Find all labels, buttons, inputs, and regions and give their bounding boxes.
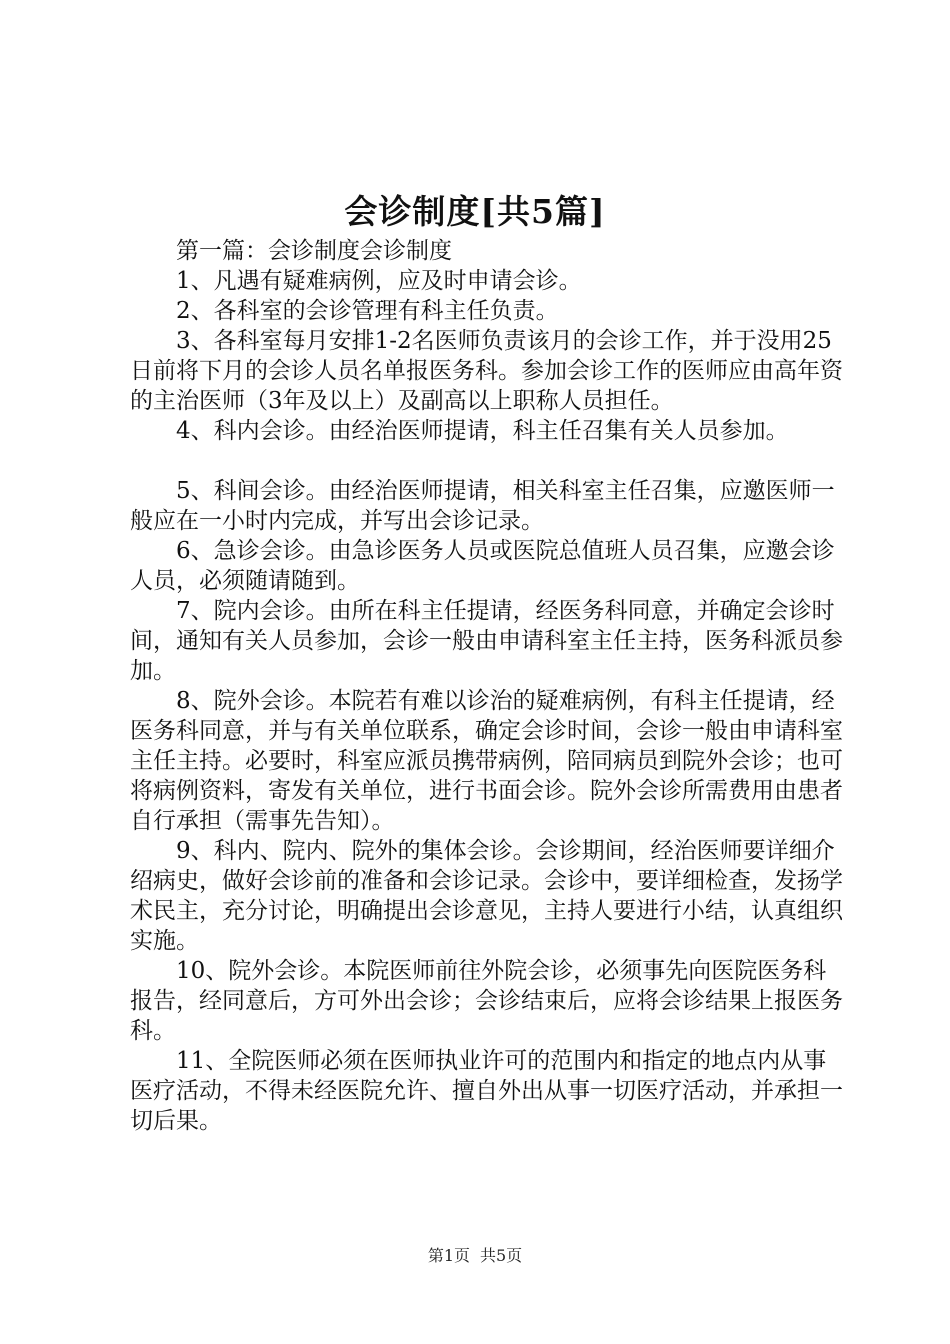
paragraph: 5、科间会诊。由经治医师提请，相关科室主任召集，应邀医师一般应在一小时内完成，并写出会诊记录。	[130, 478, 835, 534]
paragraph: 11、全院医师必须在医师执业许可的范围内和指定的地点内从事医疗活动，不得未经医院允许、擅自外出从事一切医疗活动，并承担一切后果。	[130, 1048, 843, 1134]
paragraph: 第一篇：会诊制度会诊制度	[176, 238, 452, 264]
page-number-total: 共5页	[480, 1246, 523, 1265]
document-title: 会诊制度[共5篇]	[344, 192, 606, 231]
document-body	[130, 236, 845, 1136]
paragraph: 9、科内、院内、院外的集体会诊。会诊期间，经治医师要详细介绍病史，做好会诊前的准备和会诊记录。会诊中，要详细检查，发扬学术民主，充分讨论，明确提出会诊意见，主持人要进行小结，认真组织实施。	[130, 838, 843, 954]
page-footer	[0, 1243, 950, 1266]
paragraph: 4、科内会诊。由经治医师提请，科主任召集有关人员参加。	[176, 418, 789, 444]
paragraph: 3、各科室每月安排1-2名医师负责该月的会诊工作，并于没用25日前将下月的会诊人员名单报医务科。参加会诊工作的医师应由高年资的主治医师（3年及以上）及副高以上职称人员担任。	[130, 328, 843, 414]
paragraph: 10、院外会诊。本院医师前往外院会诊，必须事先向医院医务科报告，经同意后，方可外出会诊；会诊结束后，应将会诊结果上报医务科。	[130, 958, 843, 1044]
paragraph: 1、凡遇有疑难病例，应及时申请会诊。	[176, 268, 582, 294]
page-number-current: 第1页	[427, 1246, 470, 1265]
paragraph: 2、各科室的会诊管理有科主任负责。	[176, 298, 559, 324]
paragraph: 6、急诊会诊。由急诊医务人员或医院总值班人员召集，应邀会诊人员，必须随请随到。	[130, 538, 835, 594]
paragraph: 7、院内会诊。由所在科主任提请，经医务科同意，并确定会诊时间，通知有关人员参加，会诊一般由申请科室主任主持，医务科派员参加。	[130, 598, 843, 684]
paragraph: 8、院外会诊。本院若有难以诊治的疑难病例，有科主任提请，经医务科同意，并与有关单位联系，确定会诊时间，会诊一般由申请科室主任主持。必要时，科室应派员携带病例，陪同病员到院外会诊；也可将病例资料，寄发有关单位，进行书面会诊。院外会诊所需费用由患者自行承担（需事先告知）。	[130, 688, 843, 834]
